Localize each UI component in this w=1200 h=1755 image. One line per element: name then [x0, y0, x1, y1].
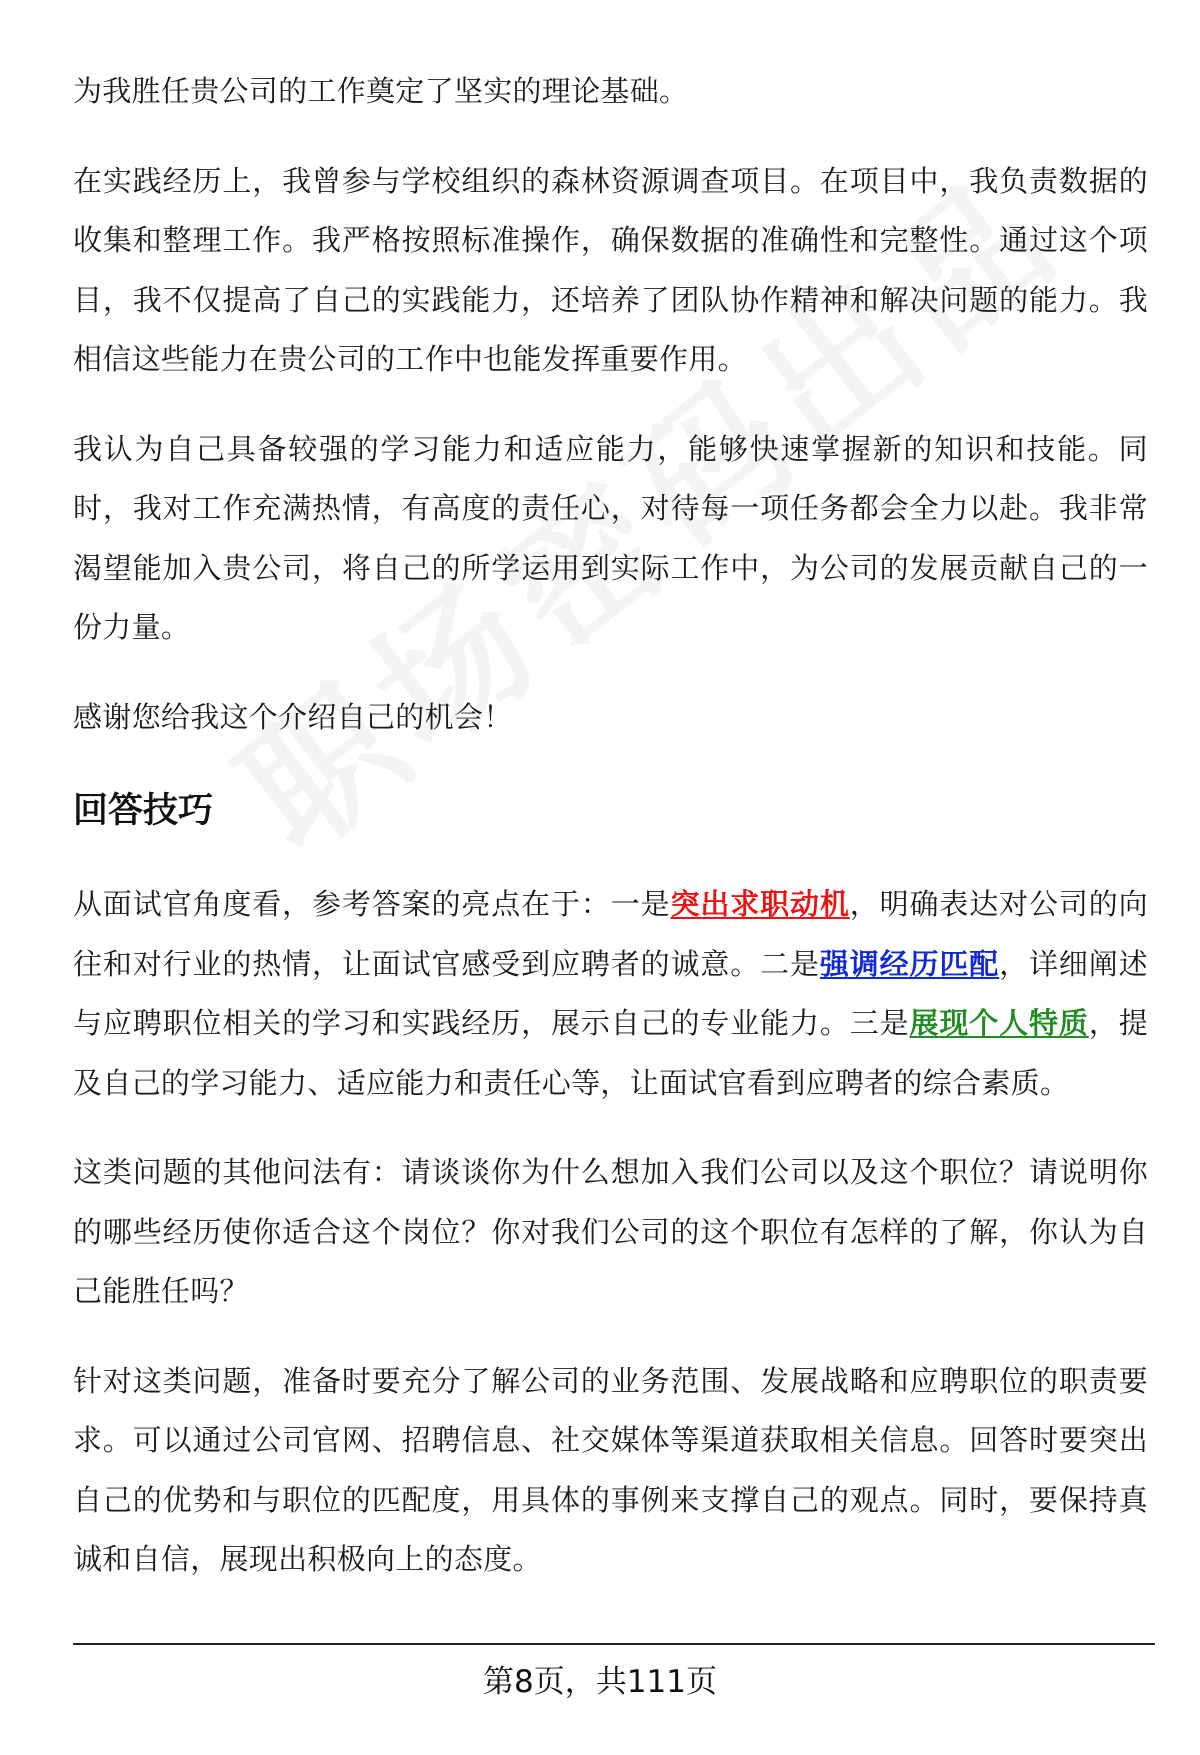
highlight-personal-traits: 展现个人特质 [909, 1006, 1089, 1040]
paragraph-theory-basis: 为我胜任贵公司的工作奠定了坚实的理论基础。 [73, 74, 689, 108]
page-number: 第8页，共111页 [483, 1664, 717, 1700]
highlight-motivation: 突出求职动机 [670, 887, 850, 921]
tips-text-1: 从面试官角度看，参考答案的亮点在于：一是 [73, 887, 671, 921]
tips-text-3: ，详细阐述与应聘职位相关的学习和实践经历，展示自己的专业能力。三是 [73, 946, 1148, 1040]
document-body [73, 62, 1148, 1590]
tips-text-2: ，明确表达对公司的向往和对行业的热情，让面试官感受到应聘者的诚意。二是 [73, 887, 1148, 981]
paragraph-abilities: 我认为自己具备较强的学习能力和适应能力，能够快速掌握新的知识和技能。同时，我对工作充满热情，有高度的责任心，对待每一项任务都会全力以赴。我非常渴望能加入贵公司，将自己的所学运用到实际工作中，为公司的发展贡献自己的一份力量。 [73, 431, 1148, 644]
paragraph-other-questions: 这类问题的其他问法有：请谈谈你为什么想加入我们公司以及这个职位？请说明你的哪些经历使你适合这个岗位？你对我们公司的这个职位有怎样的了解，你认为自己能胜任吗？ [73, 1155, 1148, 1308]
tips-text-4: ，提及自己的学习能力、适应能力和责任心等，让面试官看到应聘者的综合素质。 [73, 1006, 1148, 1100]
footer-divider [73, 1643, 1155, 1645]
paragraph-thanks: 感谢您给我这个介绍自己的机会！ [73, 699, 513, 734]
section-heading-answer-tips: 回答技巧 [73, 791, 214, 831]
paragraph-tips-highlights [73, 875, 1148, 1113]
paragraph-preparation: 针对这类问题，准备时要充分了解公司的业务范围、发展战略和应聘职位的职责要求。可以通过公司官网、招聘信息、社交媒体等渠道获取相关信息。回答时要突出自己的优势和与职位的匹配度，用具体的事例来支撑自己的观点。同时，要保持真诚和自信，展现出积极向上的态度。 [73, 1363, 1148, 1576]
paragraph-practice-experience: 在实践经历上，我曾参与学校组织的森林资源调查项目。在项目中，我负责数据的收集和整理工作。我严格按照标准操作，确保数据的准确性和完整性。通过这个项目，我不仅提高了自己的实践能力，还培养了团队协作精神和解决问题的能力。我相信这些能力在贵公司的工作中也能发挥重要作用。 [73, 163, 1148, 376]
highlight-experience-match: 强调经历匹配 [819, 946, 1000, 981]
